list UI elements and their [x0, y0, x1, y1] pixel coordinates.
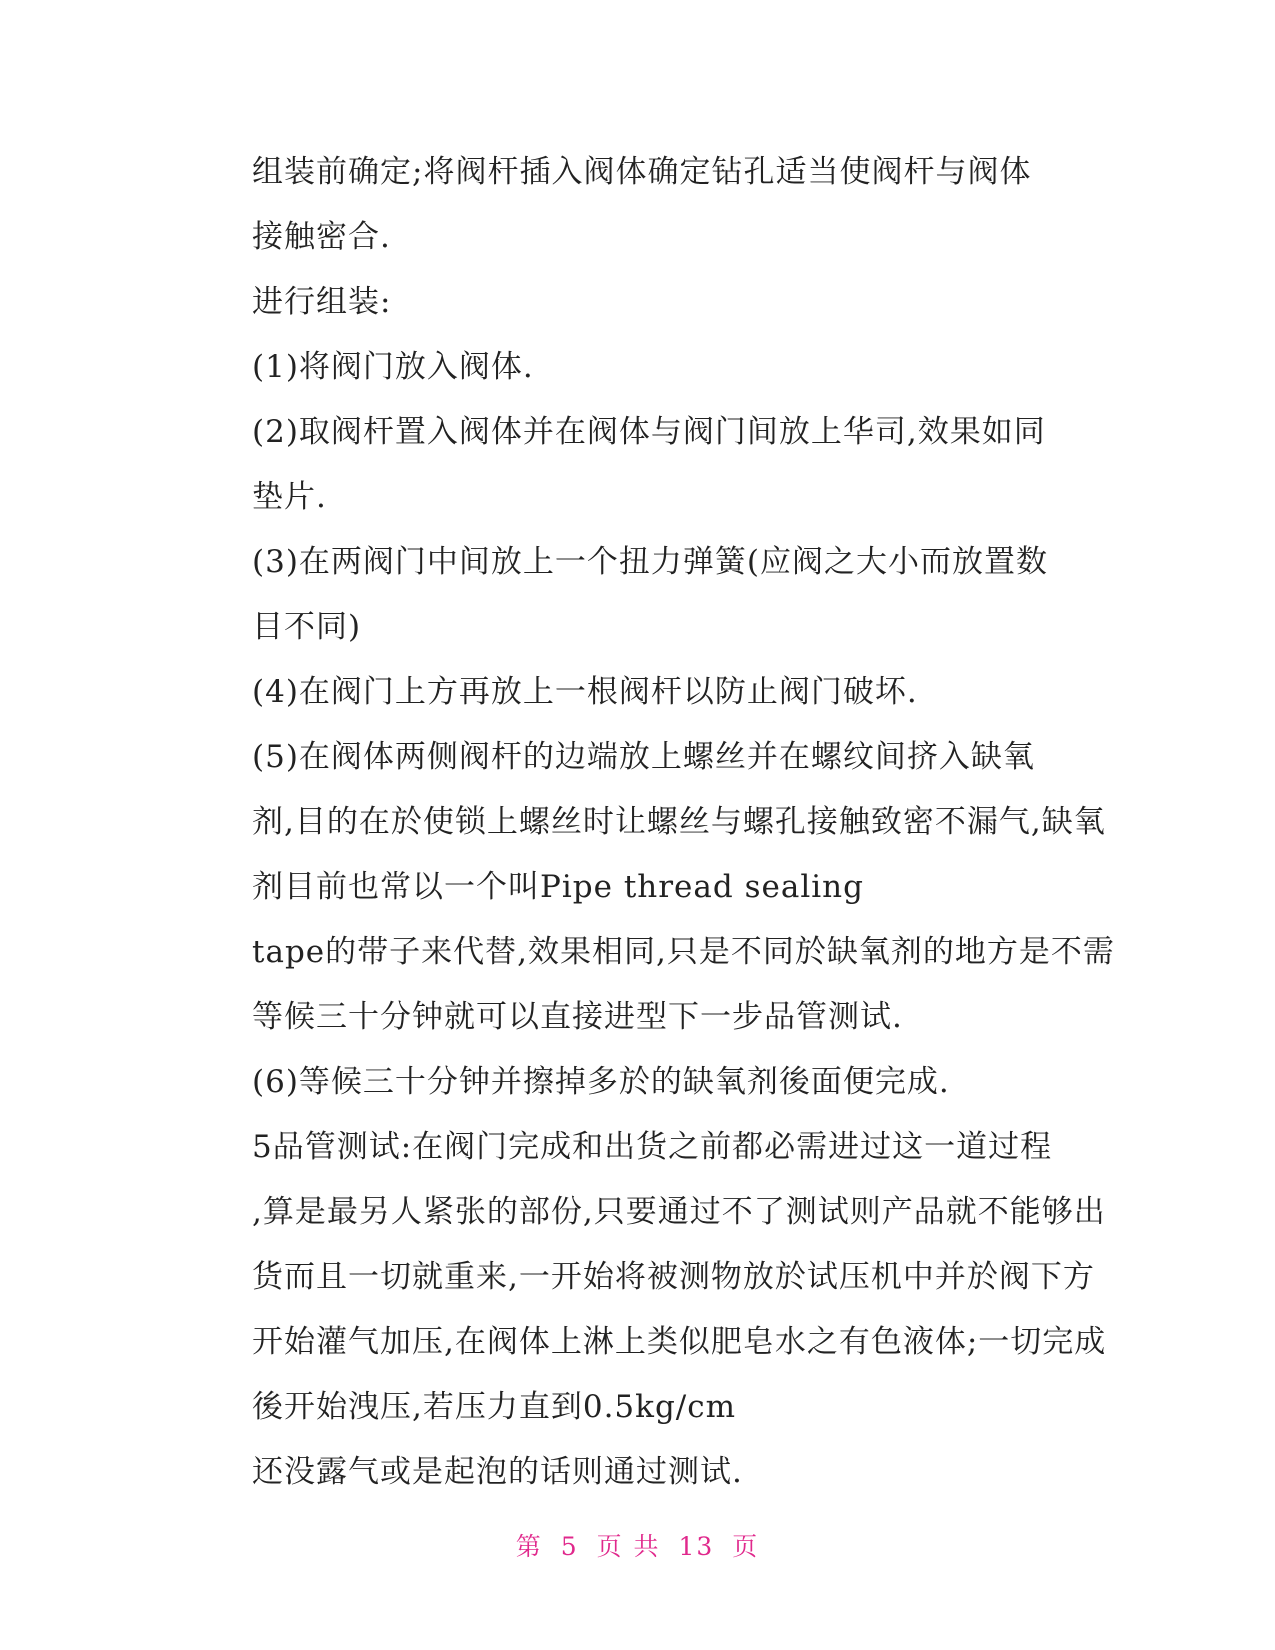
text-line: 5品管测试:在阀门完成和出货之前都必需进过这一道过程 [252, 1129, 1053, 1165]
paragraph [190, 270, 1080, 335]
text-line: (5)在阀体两侧阀杆的边端放上螺丝并在螺纹间挤入缺氧 [252, 739, 1035, 775]
text-line: 还没露气或是起泡的话则通过测试. [252, 1454, 743, 1490]
text-line: (6)等候三十分钟并擦掉多於的缺氧剂後面便完成. [252, 1064, 950, 1100]
paragraph [190, 400, 1080, 530]
footer-total-pages: 13 [678, 1532, 715, 1561]
text-line: 组装前确定;将阀杆插入阀体确定钻孔适当使阀杆与阀体 [252, 154, 1032, 190]
text-line: 剂,目的在於使锁上螺丝时让螺丝与螺孔接触致密不漏气,缺氧 [252, 804, 1106, 840]
paragraph [190, 1115, 1107, 1505]
paragraph [190, 660, 1080, 725]
page-footer [0, 1527, 1275, 1563]
text-line: 进行组装: [252, 284, 392, 320]
footer-current-page: 5 [560, 1532, 579, 1561]
text-line: tape的带子来代替,效果相同,只是不同於缺氧剂的地方是不需 [252, 934, 1115, 970]
paragraph [190, 140, 1080, 270]
document-body [190, 140, 1115, 1505]
paragraph [190, 335, 1080, 400]
text-line: 等候三十分钟就可以直接进型下一步品管测试. [252, 999, 903, 1035]
paragraph [190, 530, 1080, 660]
text-line: 後开始洩压,若压力直到0.5kg/cm [252, 1389, 736, 1425]
footer-prefix: 第 [515, 1532, 543, 1561]
footer-suffix: 页 [732, 1532, 760, 1561]
text-line: 接触密合. [252, 219, 391, 255]
text-line: 开始灌气加压,在阀体上淋上类似肥皂水之有色液体;一切完成 [252, 1324, 1107, 1360]
text-line: (3)在两阀门中间放上一个扭力弹簧(应阀之大小而放置数 [252, 544, 1049, 580]
text-line: (1)将阀门放入阀体. [252, 349, 534, 385]
text-line: 垫片. [252, 479, 327, 515]
paragraph [190, 1050, 1080, 1115]
text-line: 剂目前也常以一个叫Pipe thread sealing [252, 869, 864, 905]
paragraph [190, 725, 1115, 1050]
text-line: (4)在阀门上方再放上一根阀杆以防止阀门破坏. [252, 674, 918, 710]
footer-middle: 页 共 [596, 1532, 661, 1561]
text-line: ,算是最另人紧张的部份,只要通过不了测试则产品就不能够出 [252, 1194, 1106, 1230]
text-line: (2)取阀杆置入阀体并在阀体与阀门间放上华司,效果如同 [252, 414, 1046, 450]
text-line: 目不同) [252, 609, 362, 645]
text-line: 货而且一切就重来,一开始将被测物放於试压机中并於阀下方 [252, 1259, 1095, 1295]
